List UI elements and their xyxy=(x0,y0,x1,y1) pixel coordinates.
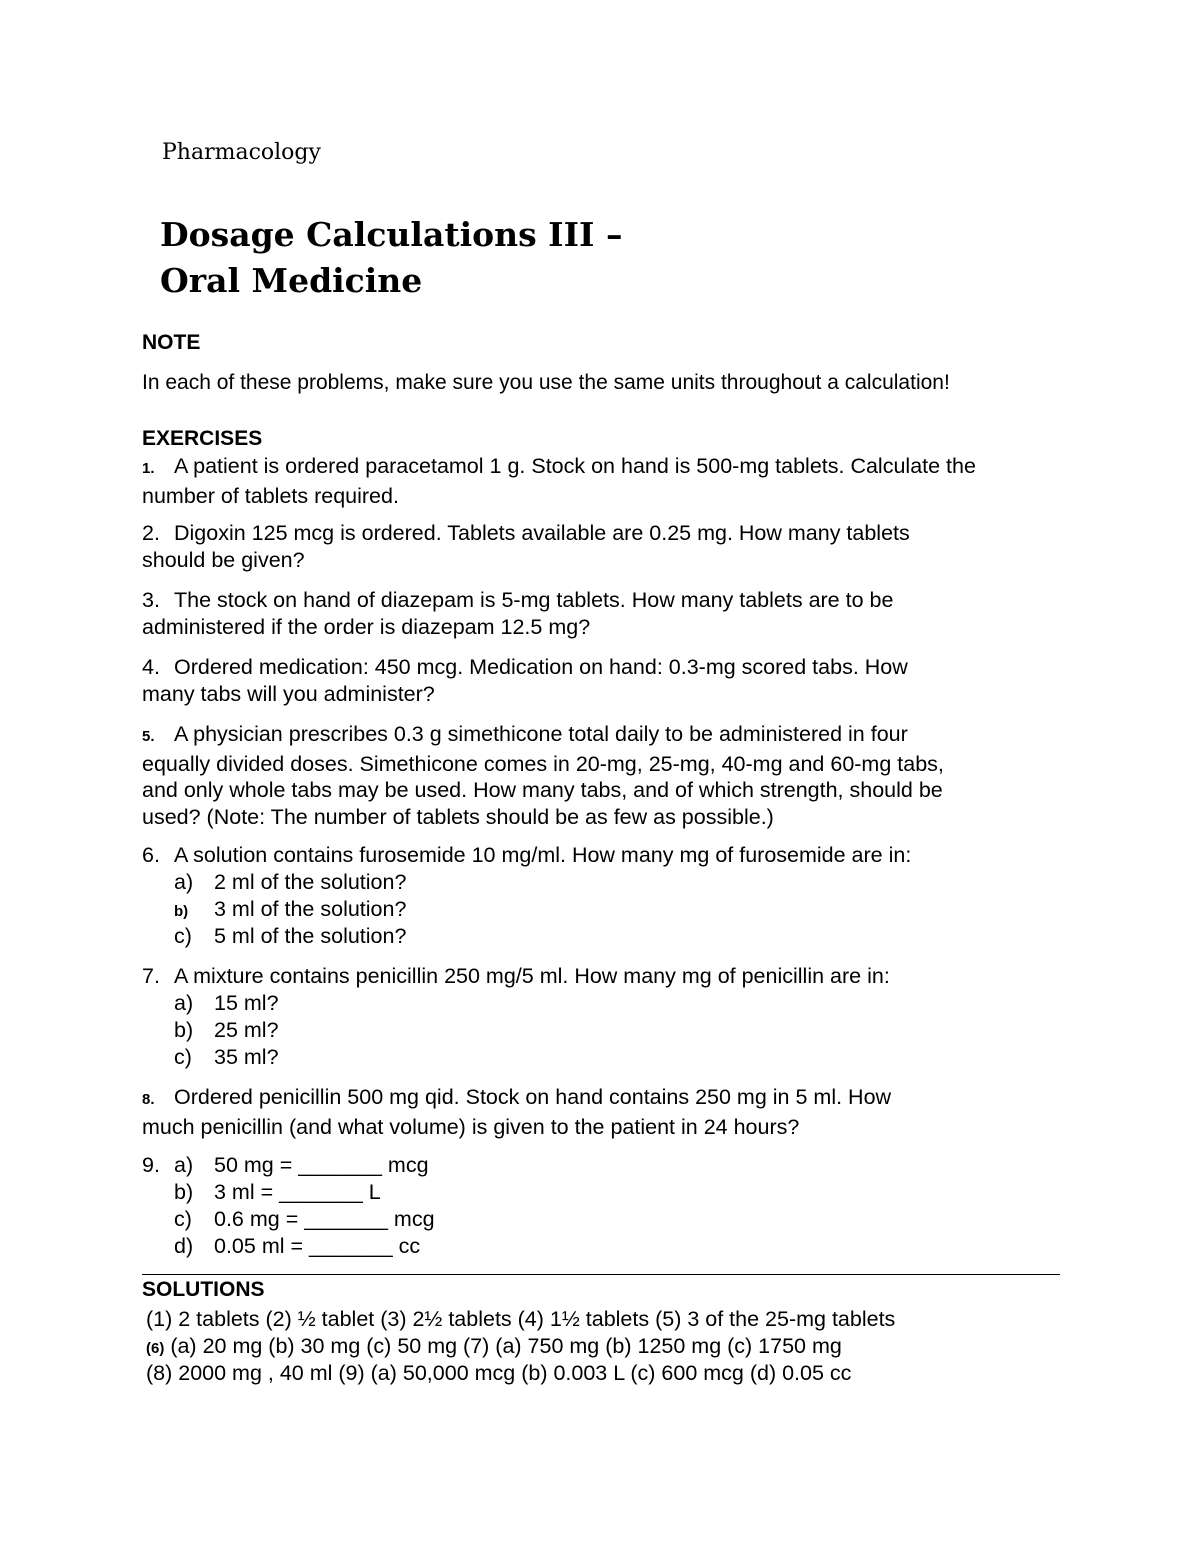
sub-item xyxy=(174,1017,279,1044)
exercise-text: number of tablets required. xyxy=(142,483,399,508)
exercise-number: 5. xyxy=(142,728,155,745)
exercise-text: many tabs will you administer? xyxy=(142,681,435,706)
sub-item xyxy=(174,1044,279,1071)
exercise-text: A mixture contains penicillin 250 mg/5 ml. How many mg of penicillin are in: xyxy=(174,964,890,988)
sub-item-label: a) xyxy=(174,870,194,894)
exercise-7 xyxy=(142,963,1072,990)
sub-item-text: 15 ml? xyxy=(214,991,279,1015)
section-divider xyxy=(142,1274,1060,1275)
sub-item xyxy=(174,869,406,896)
exercise-number: 3. xyxy=(142,588,160,612)
solutions-line-2 xyxy=(146,1333,842,1362)
page-title xyxy=(160,212,622,304)
exercise-text: A patient is ordered paracetamol 1 g. Stock on hand is 500-mg tablets. Calculate the xyxy=(174,454,976,478)
sub-item-text: 2 ml of the solution? xyxy=(214,870,407,894)
solutions-line-3: (8) 2000 mg , 40 ml (9) (a) 50,000 mcg (b) 0.003 L (c) 600 mcg (d) 0.05 cc xyxy=(146,1361,852,1385)
exercise-text: The stock on hand of diazepam is 5-mg tablets. How many tablets are to be xyxy=(174,588,894,612)
exercise-text: administered if the order is diazepam 12.5 mg? xyxy=(142,614,591,639)
exercise-text: Ordered penicillin 500 mg qid. Stock on hand contains 250 mg in 5 ml. How xyxy=(174,1085,892,1109)
exercise-text: should be given? xyxy=(142,547,305,572)
sub-item-text: 35 ml? xyxy=(214,1045,279,1069)
solutions-number: (6) xyxy=(146,1340,165,1357)
sub-item xyxy=(174,1206,435,1233)
exercise-number: 9. xyxy=(142,1153,160,1177)
solutions-line-1: (1) 2 tablets (2) ½ tablet (3) 2½ tablets (4) 1½ tablets (5) 3 of the 25-mg tablets xyxy=(146,1307,896,1331)
title-line-2: Oral Medicine xyxy=(160,261,423,300)
note-heading: NOTE xyxy=(142,331,201,354)
sub-item xyxy=(174,1179,381,1206)
sub-item xyxy=(174,923,406,950)
exercise-6 xyxy=(142,842,1072,869)
exercise-number: 6. xyxy=(142,843,160,867)
sub-item-text: 50 mg = _______ mcg xyxy=(214,1153,429,1177)
exercise-3 xyxy=(142,587,1072,640)
exercise-text: and only whole tabs may be used. How many tabs, and of which strength, should be xyxy=(142,778,943,802)
exercise-text: much penicillin (and what volume) is given to the patient in 24 hours? xyxy=(142,1114,800,1139)
exercise-number: 1. xyxy=(142,460,155,477)
solutions-text: (a) 20 mg (b) 30 mg (c) 50 mg (7) (a) 750 mg (b) 1250 mg (c) 1750 mg xyxy=(164,1334,842,1358)
sub-item xyxy=(174,990,279,1017)
subject-label: Pharmacology xyxy=(162,140,321,165)
sub-item-text: 0.6 mg = _______ mcg xyxy=(214,1207,435,1231)
exercise-text: Digoxin 125 mcg is ordered. Tablets available are 0.25 mg. How many tablets xyxy=(174,521,910,545)
sub-item-label: b) xyxy=(174,1018,194,1042)
exercise-text: used? (Note: The number of tablets should be as few as possible.) xyxy=(142,804,774,829)
exercise-2 xyxy=(142,520,1072,573)
sub-item-text: 3 ml = _______ L xyxy=(214,1180,381,1204)
sub-item-text: 3 ml of the solution? xyxy=(214,897,407,921)
sub-item-label: d) xyxy=(174,1234,194,1258)
sub-item-label: c) xyxy=(174,1207,192,1231)
sub-item-text: 0.05 ml = _______ cc xyxy=(214,1234,421,1258)
exercise-number: 4. xyxy=(142,655,160,679)
exercise-number: 8. xyxy=(142,1091,155,1108)
exercise-text: equally divided doses. Simethicone comes in 20-mg, 25-mg, 40-mg and 60-mg tabs, xyxy=(142,751,944,776)
sub-item-label: a) xyxy=(174,991,194,1015)
sub-item xyxy=(174,1152,429,1179)
note-text: In each of these problems, make sure you use the same units throughout a calculation! xyxy=(142,371,950,394)
sub-item-label: b) xyxy=(174,903,189,920)
exercise-text: Ordered medication: 450 mcg. Medication on hand: 0.3-mg scored tabs. How xyxy=(174,655,908,679)
exercise-1 xyxy=(142,453,1072,509)
sub-item-label: c) xyxy=(174,1045,192,1069)
exercise-5 xyxy=(142,721,1072,830)
exercise-number: 2. xyxy=(142,521,160,545)
sub-item-label: b) xyxy=(174,1180,194,1204)
exercise-number: 7. xyxy=(142,964,160,988)
title-line-1: Dosage Calculations III – xyxy=(160,215,623,254)
solutions-heading: SOLUTIONS xyxy=(142,1278,265,1301)
exercise-4 xyxy=(142,654,1072,707)
exercises-heading: EXERCISES xyxy=(142,427,263,450)
sub-item-label: a) xyxy=(174,1153,194,1177)
sub-item-label: c) xyxy=(174,924,192,948)
exercise-text: A physician prescribes 0.3 g simethicone total daily to be administered in four xyxy=(174,722,908,746)
sub-item-text: 25 ml? xyxy=(214,1018,279,1042)
exercise-8 xyxy=(142,1084,1072,1140)
exercise-text: A solution contains furosemide 10 mg/ml. How many mg of furosemide are in: xyxy=(174,843,912,867)
sub-item xyxy=(174,1233,420,1260)
sub-item-text: 5 ml of the solution? xyxy=(214,924,407,948)
sub-item xyxy=(174,896,406,926)
